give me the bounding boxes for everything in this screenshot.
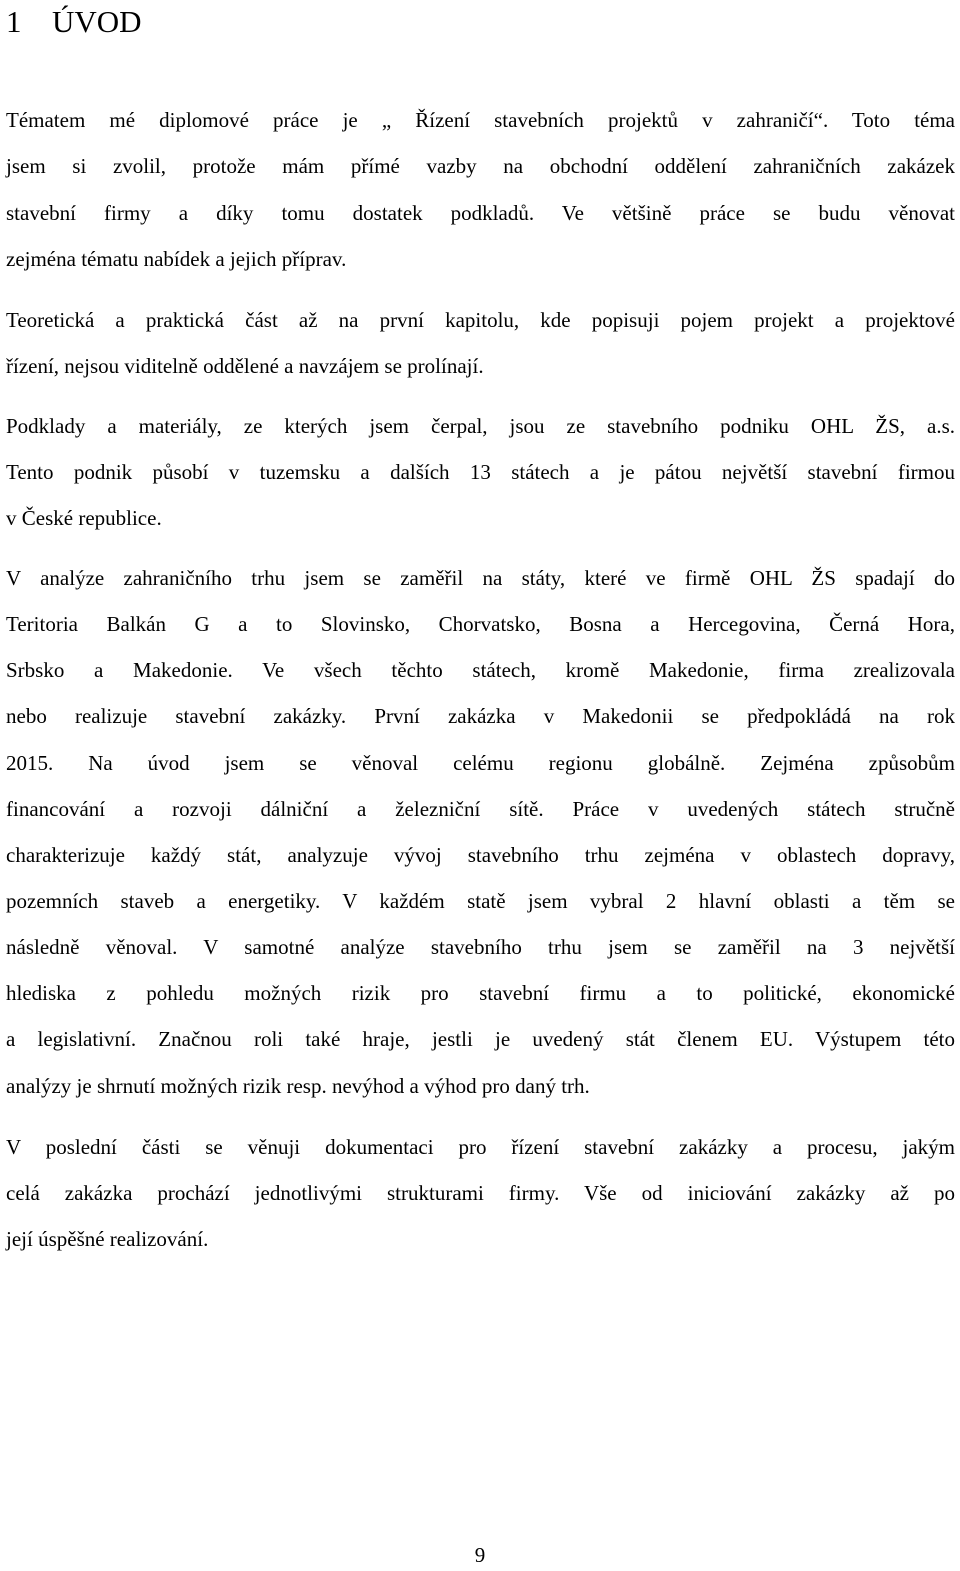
chapter-title: ÚVOD <box>52 4 142 39</box>
paragraph-1-line-3: stavební firmy a díky tomu dostatek podkladů. Ve většině práce se budu věnovat <box>6 201 955 225</box>
paragraph-4-line-5: 2015. Na úvod jsem se věnoval celému regionu globálně. Zejména způsobům <box>6 751 955 775</box>
paragraph-2-line-1: Teoretická a praktická část až na první kapitolu, kde popisuji pojem projekt a projektové <box>6 308 955 332</box>
paragraph-4-line-12: analýzy je shrnutí možných rizik resp. nevýhod a výhod pro daný trh. <box>6 1074 590 1098</box>
paragraph-4-line-8: pozemních staveb a energetiky. V každém statě jsem vybral 2 hlavní oblasti a těm se <box>6 889 955 913</box>
paragraph-5-line-2: celá zakázka prochází jednotlivými strukturami firmy. Vše od iniciování zakázky až po <box>6 1181 955 1205</box>
paragraph-3-line-2: Tento podnik působí v tuzemsku a dalších 13 státech a je pátou největší stavební firmou <box>6 460 955 484</box>
paragraph-4-line-6: financování a rozvoji dálniční a železniční sítě. Práce v uvedených státech stručně <box>6 797 955 821</box>
paragraph-4-line-7: charakterizuje každý stát, analyzuje vývoj stavebního trhu zejména v oblastech dopravy, <box>6 843 955 867</box>
paragraph-5-line-3: její úspěšné realizování. <box>6 1227 209 1251</box>
paragraph-4-line-10: hlediska z pohledu možných rizik pro stavební firmu a to politické, ekonomické <box>6 981 955 1005</box>
paragraph-1-line-2: jsem si zvolil, protože mám přímé vazby na obchodní oddělení zahraničních zakázek <box>6 154 955 178</box>
paragraph-4-line-9: následně věnoval. V samotné analýze stavebního trhu jsem se zaměřil na 3 největší <box>6 935 955 959</box>
chapter-heading <box>6 2 142 42</box>
page-number: 9 <box>474 1543 486 1567</box>
paragraph-4-line-1: V analýze zahraničního trhu jsem se zaměřil na státy, které ve firmě OHL ŽS spadají do <box>6 566 955 590</box>
paragraph-1-line-4: zejména tématu nabídek a jejich příprav. <box>6 247 347 271</box>
paragraph-3-line-1: Podklady a materiály, ze kterých jsem čerpal, jsou ze stavebního podniku OHL ŽS, a.s. <box>6 414 955 438</box>
paragraph-5-line-1: V poslední části se věnuji dokumentaci pro řízení stavební zakázky a procesu, jakým <box>6 1135 955 1159</box>
paragraph-4-line-3: Srbsko a Makedonie. Ve všech těchto státech, kromě Makedonie, firma zrealizovala <box>6 658 955 682</box>
paragraph-4-line-11: a legislativní. Značnou roli také hraje, jestli je uvedený stát členem EU. Výstupem této <box>6 1027 955 1051</box>
paragraph-2-line-2: řízení, nejsou viditelně oddělené a navzájem se prolínají. <box>6 354 484 378</box>
paragraph-1-line-1: Tématem mé diplomové práce je „ Řízení stavebních projektů v zahraničí“. Toto téma <box>6 108 955 132</box>
chapter-number: 1 <box>6 4 22 39</box>
paragraph-4-line-4: nebo realizuje stavební zakázky. První zakázka v Makedonii se předpokládá na rok <box>6 704 955 728</box>
paragraph-4-line-2: Teritoria Balkán G a to Slovinsko, Chorvatsko, Bosna a Hercegovina, Černá Hora, <box>6 612 955 636</box>
paragraph-3-line-3: v České republice. <box>6 506 162 530</box>
